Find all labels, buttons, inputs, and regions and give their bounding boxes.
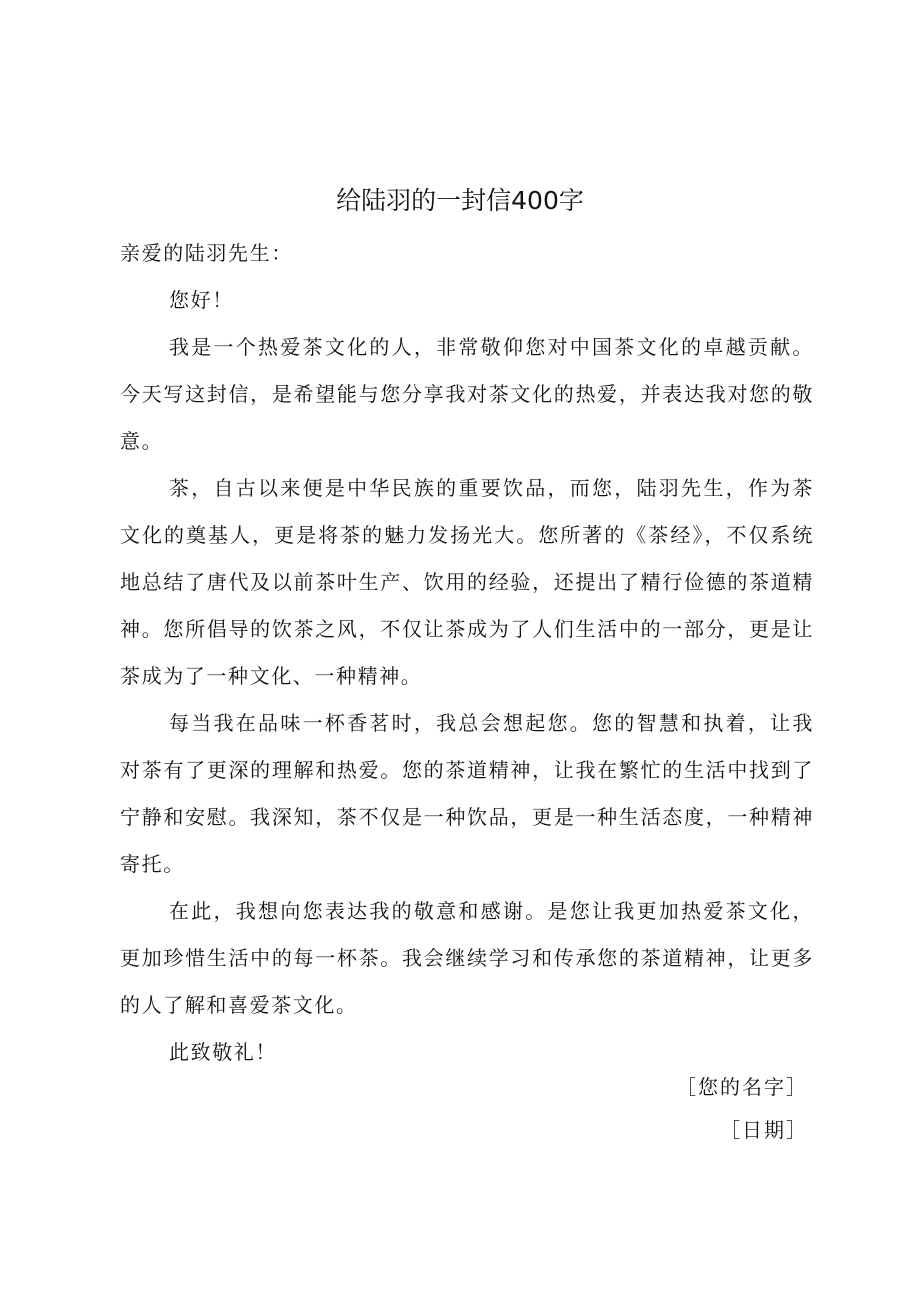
signature-name: ［您的名字］ bbox=[676, 1075, 808, 1099]
paragraph-4: 在此，我想向您表达我的敬意和感谢。是您让我更加热爱茶文化，更加珍惜生活中的每一杯茶。我会继续学习和传承您的茶道精神，让更多的人了解和喜爱茶文化。 bbox=[120, 899, 814, 1017]
signature-block bbox=[676, 1066, 808, 1152]
letter-body bbox=[120, 230, 814, 1076]
document-title: 给陆羽的一封信400字 bbox=[336, 186, 584, 215]
signature-date: ［日期］ bbox=[720, 1118, 808, 1142]
paragraph-3: 每当我在品味一杯香茗时，我总会想起您。您的智慧和执着，让我对茶有了更深的理解和热爱。您的茶道精神，让我在繁忙的生活中找到了宁静和安慰。我深知，茶不仅是一种饮品，更是一种生活态度，一种精神寄托。 bbox=[120, 711, 814, 876]
greeting: 您好！ bbox=[169, 288, 234, 312]
paragraph-2: 茶，自古以来便是中华民族的重要饮品，而您，陆羽先生，作为茶文化的奠基人，更是将茶的魅力发扬光大。您所著的《茶经》，不仅系统地总结了唐代及以前茶叶生产、饮用的经验，还提出了精行俭德的茶道精神。您所倡导的饮茶之风，不仅让茶成为了人们生活中的一部分，更是让茶成为了一种文化、一种精神。 bbox=[120, 476, 814, 688]
paragraph-1: 我是一个热爱茶文化的人，非常敬仰您对中国茶文化的卓越贡献。今天写这封信，是希望能与您分享我对茶文化的热爱，并表达我对您的敬意。 bbox=[120, 335, 814, 453]
salutation: 亲爱的陆羽先生： bbox=[120, 241, 293, 265]
closing: 此致敬礼！ bbox=[169, 1040, 277, 1064]
